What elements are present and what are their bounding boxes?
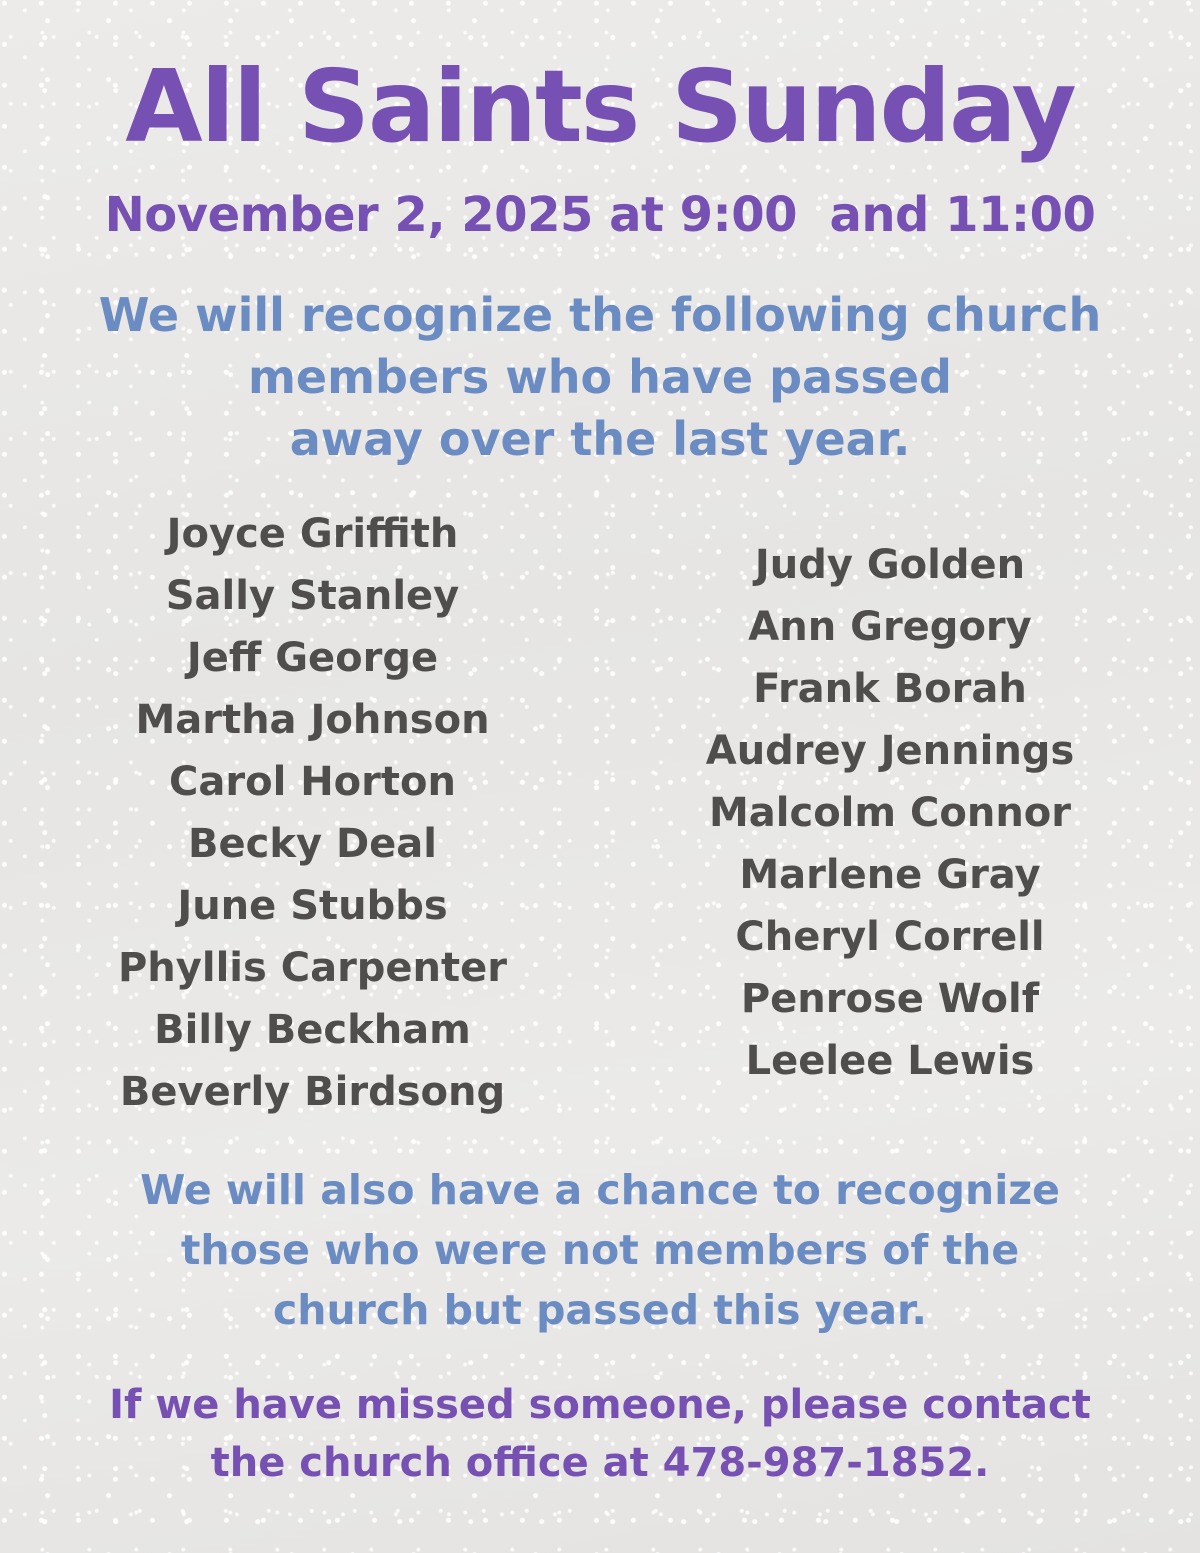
contact-text	[0, 1376, 1200, 1492]
name-item: Beverly Birdsong	[119, 1069, 506, 1115]
flyer-title: All Saints Sunday	[125, 48, 1075, 165]
name-item: Judy Golden	[754, 542, 1026, 588]
name-item: Billy Beckham	[154, 1007, 471, 1053]
name-item: Jeff George	[186, 635, 439, 681]
intro-line: members who have passed	[248, 350, 952, 404]
intro-line: We will recognize the following church	[98, 288, 1102, 342]
name-item: Ann Gregory	[748, 604, 1032, 650]
intro-text	[0, 284, 1200, 470]
also-recognize-text	[0, 1160, 1200, 1340]
names-list-left	[20, 503, 605, 1123]
name-item: Penrose Wolf	[740, 976, 1040, 1022]
name-item: Audrey Jennings	[705, 728, 1075, 774]
name-item: Cheryl Correll	[735, 914, 1045, 960]
name-item: Malcolm Connor	[708, 790, 1071, 836]
name-item: Martha Johnson	[135, 697, 490, 743]
name-item: Carol Horton	[169, 759, 456, 805]
name-item: Marlene Gray	[739, 852, 1041, 898]
name-item: June Stubbs	[177, 883, 448, 929]
contact-line: If we have missed someone, please contact	[109, 1382, 1091, 1428]
also-line: those who were not members of the	[180, 1226, 1020, 1274]
also-line: We will also have a chance to recognize	[140, 1166, 1060, 1214]
intro-line: away over the last year.	[289, 412, 911, 466]
name-item: Joyce Griffith	[166, 511, 459, 557]
name-item: Phyllis Carpenter	[117, 945, 508, 991]
name-item: Leelee Lewis	[745, 1038, 1035, 1084]
service-date-line: November 2, 2025 at 9:00 and 11:00	[104, 187, 1096, 243]
contact-line: the church office at 478-987-1852.	[210, 1440, 990, 1486]
names-list-right	[600, 534, 1180, 1092]
name-item: Sally Stanley	[165, 573, 460, 619]
name-item: Frank Borah	[753, 666, 1027, 712]
also-line: church but passed this year.	[273, 1286, 927, 1334]
name-item: Becky Deal	[188, 821, 437, 867]
